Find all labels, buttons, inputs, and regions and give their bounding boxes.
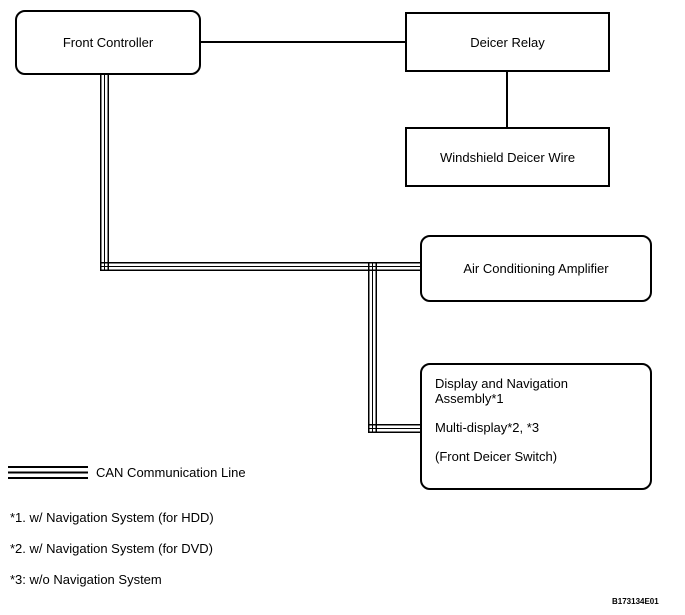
node-display-navigation-assembly xyxy=(420,363,652,490)
node-air-conditioning-amplifier xyxy=(420,235,652,302)
can-line-vertical-from-front-controller xyxy=(100,75,109,271)
node-air-conditioning-amplifier-label: Air Conditioning Amplifier xyxy=(463,261,609,276)
node-windshield-deicer-wire-label: Windshield Deicer Wire xyxy=(439,149,576,165)
footnote-3: *3: w/o Navigation System xyxy=(10,572,162,587)
footnote-1: *1. w/ Navigation System (for HDD) xyxy=(10,510,214,525)
node-front-controller-label: Front Controller xyxy=(62,35,154,50)
node-front-controller xyxy=(15,10,201,75)
figure-id: B173134E01 xyxy=(612,597,659,606)
can-line-vertical-branch xyxy=(368,262,377,433)
connector-deicer-relay-to-windshield-wire xyxy=(506,72,508,127)
footnote-2: *2. w/ Navigation System (for DVD) xyxy=(10,541,214,556)
node-display-assembly-line1: Display and Navigation Assembly*1 xyxy=(435,376,568,406)
can-line-horizontal-to-display-assembly xyxy=(368,424,420,433)
node-windshield-deicer-wire xyxy=(405,127,610,187)
can-line-legend-symbol xyxy=(8,466,88,479)
node-deicer-relay-label: Deicer Relay xyxy=(470,34,545,50)
can-line-legend-label: CAN Communication Line xyxy=(96,465,246,480)
connector-front-controller-to-deicer-relay xyxy=(201,41,405,43)
node-display-assembly-line3: (Front Deicer Switch) xyxy=(435,449,558,464)
node-deicer-relay xyxy=(405,12,610,72)
node-display-assembly-line2: Multi-display*2, *3 xyxy=(435,420,540,435)
